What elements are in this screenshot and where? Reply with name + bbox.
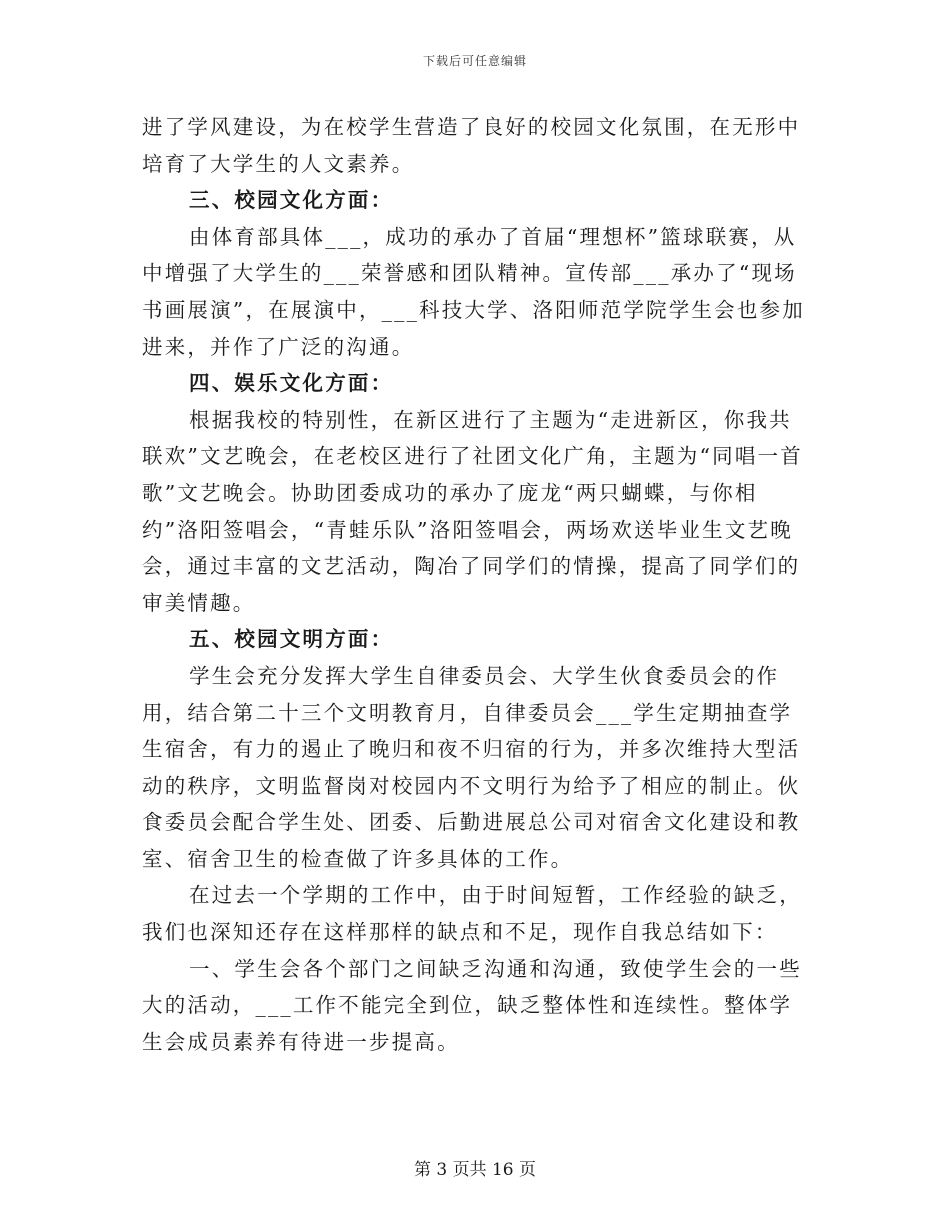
paragraph-summary-intro: 在过去一个学期的工作中，由于时间短暂，工作经验的缺乏，我们也深知还存在这样那样的缺点和不足，现作自我总结如下：	[142, 883, 802, 945]
paragraph-shortcoming-1: 一、学生会各个部门之间缺乏沟通和沟通，致使学生会的一些大的活动，___工作不能完全到位，缺乏整体性和连续性。整体学生会成员素养有待进一步提高。	[142, 956, 802, 1054]
paragraph-continued: 进了学风建设，为在校学生营造了良好的校园文化氛围，在无形中培育了大学生的人文素养。	[142, 115, 801, 176]
section-heading-campus-culture: 三、校园文化方面：	[189, 188, 394, 213]
section-heading-civility: 五、校园文明方面：	[189, 627, 394, 652]
page-number: 第 3 页共 16 页	[413, 1160, 537, 1180]
paragraph-campus-culture: 由体育部具体___，成功的承办了首届“理想杯”篮球联赛，从中增强了大学生的___荣誉感和团队精神。宣传部___承办了“现场书画展演”，在展演中，___科技大学、洛阳师范学院学生会也参加进来，并作了广泛的沟通。	[142, 224, 805, 359]
paragraph-entertainment: 根据我校的特别性，在新区进行了主题为“走进新区，你我共联欢”文艺晚会，在老校区进行了社团文化广角，主题为“同唱一首歌”文艺晚会。协助团委成功的承办了庞龙“两只蝴蝶，与你相约”洛阳签唱会，“青蛙乐队”洛阳签唱会，两场欢送毕业生文艺晚会，通过丰富的文艺活动，陶冶了同学们的情操，提高了同学们的审美情趣。	[142, 407, 803, 615]
document-body	[142, 109, 810, 1060]
section-heading-entertainment: 四、娱乐文化方面：	[189, 371, 394, 396]
paragraph-civility: 学生会充分发挥大学生自律委员会、大学生伙食委员会的作用，结合第二十三个文明教育月，自律委员会___学生定期抽查学生宿舍，有力的遏止了晚归和夜不归宿的行为，并多次维持大型活动的秩序，文明监督岗对校园内不文明行为给予了相应的制止。伙食委员会配合学生处、团委、后勤进展总公司对宿舍文化建设和教室、宿舍卫生的检查做了许多具体的工作。	[142, 663, 801, 871]
page-header-note: 下载后可任意编辑	[422, 54, 527, 68]
